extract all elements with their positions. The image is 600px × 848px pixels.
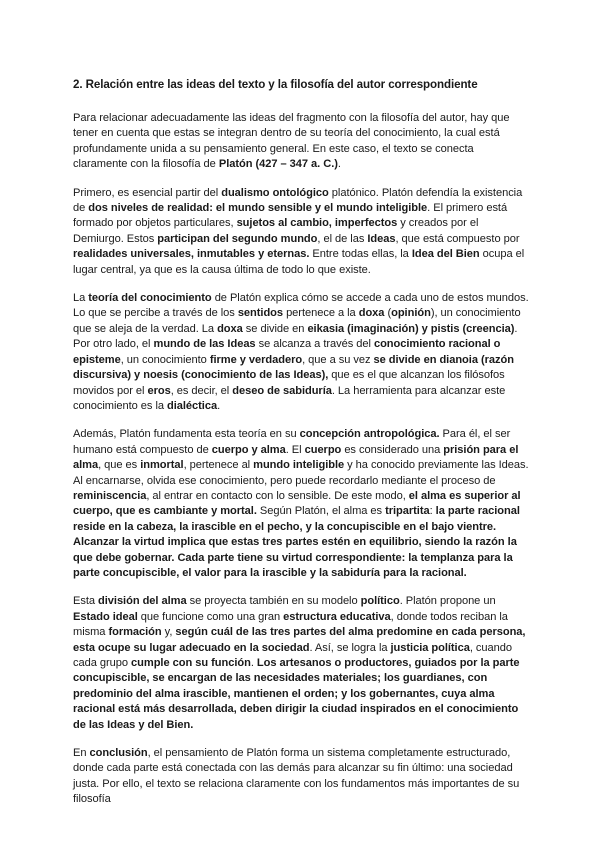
text-run: y ha conocido previamente las Ideas. Al encarnarse, olvida ese conocimiento, pero puede recordarlo mediante el proceso de	[73, 459, 529, 487]
text-run-bold: cumple con su función	[131, 657, 251, 669]
text-run: .	[337, 158, 341, 171]
text-run: . La herramienta para alcanzar este conocimiento es la	[73, 384, 506, 412]
text-run-bold: realidades universales, inmutables y eternas.	[73, 248, 310, 261]
text-run-bold: justicia política	[390, 641, 470, 654]
text-run: pertenece a la	[283, 307, 359, 320]
text-run: La	[73, 292, 89, 305]
text-run: , que es	[98, 459, 141, 472]
text-run: Según Platón, el alma es	[256, 505, 386, 518]
text-run: En	[73, 747, 90, 760]
text-run: , cuando cada grupo	[73, 641, 512, 669]
text-run-bold: la parte racional reside en la cabeza, la irascible en el pecho, y la concupiscible en el bajo vientre. Alcanzar la virtud implica que estas tres partes estén en equilibrio, siendo la razón la que debe gobernar. Cada parte tiene su virtud correspondiente: la templanza para la parte concupiscible, el valor para la irascible y la sabiduría para la racional.	[73, 505, 520, 579]
text-run: , que está compuesto por	[395, 232, 520, 245]
text-run: y creados por el Demiurgo. Estos	[73, 217, 479, 245]
text-run-bold: prisión para el alma	[73, 443, 519, 472]
text-run: , al entrar en contacto con lo sensible. De este modo,	[146, 489, 409, 502]
text-run-bold: Ideas	[367, 232, 396, 245]
text-run: Entre todas ellas, la	[309, 248, 412, 261]
text-run-bold: mundo de las Ideas	[153, 338, 256, 351]
text-run-bold: Platón (427 – 347 a. C.)	[218, 158, 338, 171]
paragraph-introduction	[73, 111, 530, 173]
text-run-bold: político	[360, 595, 400, 608]
text-run: Además, Platón fundamenta esta teoría en su	[73, 428, 300, 441]
text-run-bold: cuerpo y alma	[211, 443, 286, 456]
text-run-bold: formación	[108, 626, 162, 639]
text-run-bold: doxa	[217, 322, 243, 335]
text-run-bold: Idea del Bien	[411, 248, 480, 261]
text-run: es considerado una	[341, 443, 444, 456]
text-run: de Platón explica cómo se accede a cada uno de estos mundos. Lo que se percibe a través de los	[73, 292, 529, 320]
text-run: que es el que alcanzan los filósofos movidos por el	[73, 369, 505, 397]
text-run: (	[384, 307, 392, 320]
text-run-bold: deseo de sabiduría	[232, 384, 332, 397]
text-run: platónico. Platón defendía la existencia de	[73, 186, 523, 215]
text-run-bold: según cuál de las tres partes del alma predomine en cada persona, esta ocupe su lugar adecuado en la sociedad	[73, 626, 526, 654]
text-run: . El	[285, 443, 305, 456]
text-run: , pertenece al	[183, 459, 254, 472]
text-run-bold: inmortal	[140, 459, 184, 472]
text-run: Esta	[73, 595, 99, 608]
text-run-bold: conocimiento racional o episteme	[73, 338, 501, 366]
text-run-bold: sentidos	[237, 307, 284, 320]
text-run: que funcione como una gran	[137, 610, 284, 623]
text-run-bold: dialéctica	[167, 399, 218, 412]
text-run: ), un conocimiento que se aleja de la verdad. La	[73, 307, 521, 335]
paragraph-knowledge-theory	[73, 291, 530, 414]
text-run: se proyecta también en su modelo	[186, 595, 361, 608]
text-run: , el de las	[317, 232, 368, 245]
text-run: . Platón propone un	[399, 595, 496, 608]
text-run: :	[429, 505, 436, 518]
text-run: , que a su vez	[302, 353, 374, 366]
text-run-bold: firme y verdadero	[209, 353, 303, 366]
text-run: , un conocimiento	[120, 353, 210, 366]
text-run-bold: eros	[147, 384, 171, 397]
text-run-bold: eikasia (imaginación) y pistis (creencia)	[307, 322, 515, 335]
text-run: se divide en	[242, 322, 308, 335]
text-run-bold: Estado ideal	[73, 610, 138, 623]
text-run-bold: reminiscencia	[73, 489, 147, 502]
text-run: se alcanza a través del	[255, 338, 374, 351]
text-run: Para relacionar adecuadamente las ideas del fragmento con la filosofía del autor, hay que tener en cuenta que estas se integran dentro de su teoría del conocimiento, la cual está profundamente unida a su pensamiento general. En este caso, el texto se conecta claramente con la filosofía de	[73, 112, 510, 171]
text-run: . El primero está formado por objetos particulares,	[73, 202, 508, 230]
text-run-bold: el alma es superior al cuerpo, que es cambiante y mortal.	[73, 489, 521, 518]
text-run-bold: estructura educativa	[283, 610, 391, 623]
text-run-bold: dualismo ontológico	[221, 186, 329, 199]
text-run: Primero, es esencial partir del	[73, 186, 222, 199]
text-run: .	[217, 399, 221, 412]
paragraph-anthropology	[73, 427, 530, 581]
text-run: , el pensamiento de Platón forma un sistema completamente estructurado, donde cada parte está conectada con las demás para alcanzar su fin último: una sociedad justa. Por ello, el texto se relaciona claramente con los fundamentos más importantes de su filosofía	[73, 747, 520, 806]
text-run: ocupa el lugar central, ya que es la causa última de todo lo que existe.	[73, 248, 525, 276]
text-run-bold: Los artesanos o productores, guiados por la parte concupiscible, se encargan de las necesidades materiales; los guardianes, con predominio del alma irascible, mantienen el orden; y los gobernantes, cuya alma racional está más desarrollada, deben dirigir la ciudad inspirados en el conocimiento de las Ideas y del Bien.	[73, 657, 520, 731]
text-run-bold: mundo inteligible	[253, 459, 345, 472]
text-run-bold: dos niveles de realidad: el mundo sensible y el mundo inteligible	[88, 202, 428, 215]
text-run-bold: conclusión	[89, 747, 148, 760]
section-heading: 2. Relación entre las ideas del texto y la filosofía del autor correspondiente	[73, 78, 478, 91]
text-run: , donde todos reciban la misma	[73, 610, 508, 639]
text-run: . Así, se logra la	[309, 641, 391, 654]
text-run-bold: participan del segundo mundo	[157, 232, 318, 245]
text-run: .	[250, 657, 257, 669]
text-run-bold: opinión	[391, 307, 431, 320]
paragraph-politics	[73, 594, 530, 733]
text-run-bold: teoría del conocimiento	[88, 292, 212, 305]
text-run-bold: cuerpo	[304, 443, 342, 456]
text-run: y,	[161, 626, 176, 639]
text-run-bold: tripartita	[385, 505, 430, 518]
text-run-bold: división del alma	[98, 595, 187, 608]
text-run-bold: doxa	[358, 307, 385, 320]
text-run: . Por otro lado, el	[73, 322, 518, 351]
paragraph-dualism	[73, 186, 530, 278]
text-run: Para él, el ser humano está compuesto de	[73, 428, 511, 456]
text-run: , es decir, el	[170, 384, 233, 397]
paragraph-conclusion	[73, 746, 530, 808]
text-run-bold: se divide en dianoia (razón discursiva) y noesis (conocimiento de las Ideas),	[73, 353, 514, 382]
text-run-bold: sujetos al cambio, imperfectos	[236, 217, 398, 230]
text-run-bold: concepción antropológica.	[299, 428, 440, 441]
